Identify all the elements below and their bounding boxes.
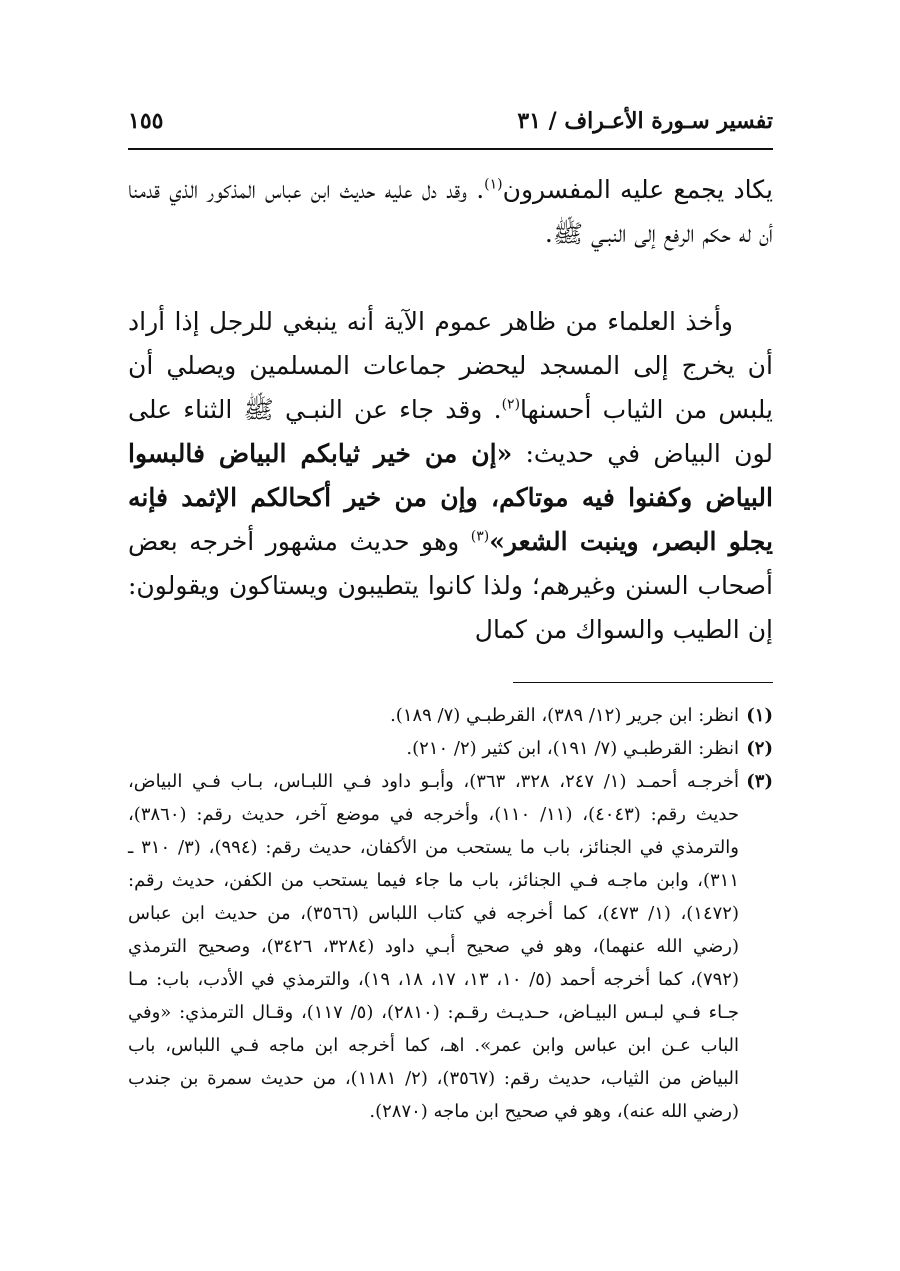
hadith-quote: «إن من خير ثيابكم البياض فالبسوا البياض وكفنوا فيه موتاكم، وإن من خير أكحالكم الإثمد فإنه يجلو البصر، وينبت الشعر»: [128, 439, 774, 556]
footnote-separator: [513, 682, 773, 683]
paragraph-1-text-a: يكاد يجمع عليه المفسرون: [502, 175, 773, 204]
paragraph-2-text-c: وهو حديث مشهور أخرجه بعض أصحاب السنن وغيرهم؛ ولذا كانوا يتطيبون ويستاكون ويقولون: إن الطيب والسواك من كمال: [128, 527, 773, 644]
paragraph-2: [128, 300, 773, 652]
footnote-3: [128, 765, 773, 1128]
footnotes: [128, 699, 773, 1128]
footnote-2: [128, 732, 773, 765]
footnote-1: [128, 699, 773, 732]
running-header: [128, 108, 773, 148]
footnote-number: (٣): [746, 771, 773, 792]
paragraph-2-text-a: وأخذ العلماء من ظاهر عموم الآية أنه ينبغي للرجل إذا أراد أن يخرج إلى المسجد ليحضر جماعات المسلمين ويصلي أن يلبس من الثياب أحسنها: [128, 307, 774, 424]
footnote-ref-2: (٢): [501, 396, 521, 413]
footnote-number: (١): [746, 705, 773, 726]
footnote-text: انظر: ابن جرير (١٢/ ٣٨٩)، القرطبـي (٧/ ١٨٩).: [390, 705, 739, 726]
header-rule: [128, 148, 773, 150]
page-number: ١٥٥: [128, 108, 164, 134]
footnote-ref-1: (١): [484, 176, 503, 193]
footnote-text: أخرجـه أحمـد (١/ ٢٤٧، ٣٢٨، ٣٦٣)، وأبـو داود فـي اللبـاس، بـاب فـي البياض، حديث رقم: (٤٠٤٣)، (١١/ ١١٠)، وأخرجه في موضع آخر، حديث رقم: (٣٨٦٠)، والترمذي في الجنائز، باب ما يستحب من الأكفان، حديث رقم: (٩٩٤)، (٣/ ٣١٠ ـ ٣١١)، وابن ماجـه فـي الجنائز، باب ما جاء فيما يستحب من الكفن، حديث رقم: (١٤٧٢)، (١/ ٤٧٣)، كما أخرجه في كتاب اللباس (٣٥٦٦)، من حديث ابن عباس (رضي الله عنهما)، وهو في صحيح أبـي داود (٣٢٨٤، ٣٤٢٦)، وصحيح الترمذي (٧٩٢)، كما أخرجه أحمد (٥/ ١٠، ١٣، ١٧، ١٨، ١٩)، والترمذي في الأدب، باب: مـا جـاء فـي لبـس البيـاض، حـديـث رقـم: (٢٨١٠)، (٥/ ١١٧)، وقـال الترمذي: «وفي الباب عـن ابن عباس وابن عمر». اهـ، كما أخرجه ابن ماجه فـي اللباس، باب البياض من الثياب، حديث رقم: (٣٥٦٧)، (٢/ ١١٨١)، من حديث سمرة بن جندب (رضي الله عنه)، وهو في صحيح ابن ماجه (٢٨٧٠).: [128, 771, 740, 1122]
running-title: تفسير سـورة الأعـراف / ٣١: [517, 108, 773, 134]
paragraph-1: [128, 168, 773, 256]
paragraph-2-text-b: . وقد جاء عن النبـي ﷺ الثناء على لون البياض في حديث:: [128, 395, 773, 468]
paragraph-1-text-b: . وقد دل عليه حديث ابن عباس المذكور الذي قدمنا أن له حكم الرفع إلى النبـي ﷺ.: [128, 175, 773, 248]
footnote-ref-3: (٣): [470, 528, 490, 545]
footnote-text: انظر: القرطبـي (٧/ ١٩١)، ابن كثير (٢/ ٢١٠).: [406, 738, 739, 759]
footnote-number: (٢): [746, 738, 773, 759]
book-page: [128, 108, 773, 1128]
